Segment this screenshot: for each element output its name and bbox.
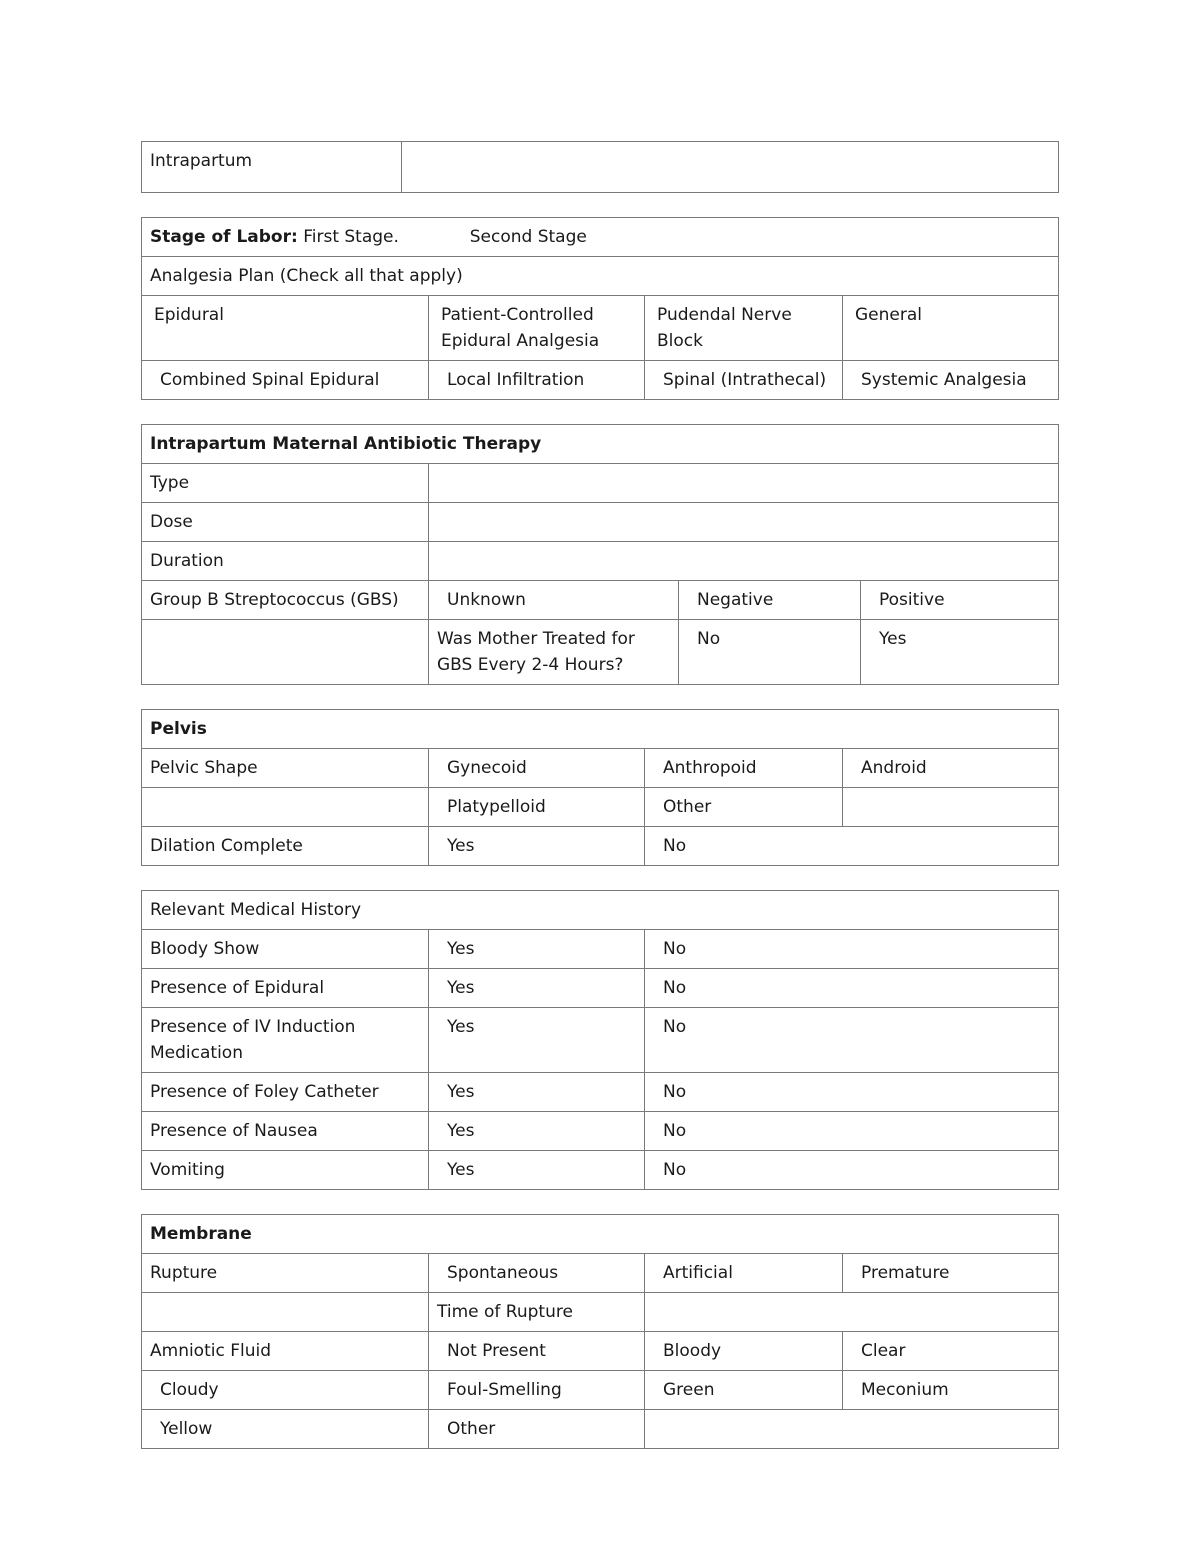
fluid-empty bbox=[645, 1410, 1059, 1449]
gbs-treated-question: Was Mother Treated for GBS Every 2-4 Hours? bbox=[429, 620, 679, 685]
antibiotic-type-field[interactable] bbox=[429, 464, 1059, 503]
history-label: Bloody Show bbox=[142, 930, 429, 969]
antibiotic-table bbox=[141, 424, 1059, 685]
history-no[interactable]: No bbox=[645, 930, 1059, 969]
gbs-negative-option[interactable]: Negative bbox=[679, 581, 861, 620]
form-page bbox=[141, 141, 1059, 1449]
history-yes[interactable]: Yes bbox=[429, 969, 645, 1008]
fluid-green[interactable]: Green bbox=[645, 1371, 843, 1410]
antibiotic-header bbox=[142, 425, 1059, 464]
membrane-header bbox=[142, 1215, 1059, 1254]
fluid-foul-smelling[interactable]: Foul-Smelling bbox=[429, 1371, 645, 1410]
pelvis-header-text: Pelvis bbox=[150, 719, 207, 739]
fluid-yellow[interactable]: Yellow bbox=[142, 1410, 429, 1449]
pelvis-empty-2 bbox=[843, 788, 1059, 827]
antibiotic-duration-field[interactable] bbox=[429, 542, 1059, 581]
pelvis-other[interactable]: Other bbox=[645, 788, 843, 827]
history-no[interactable]: No bbox=[645, 1073, 1059, 1112]
history-label: Presence of Nausea bbox=[142, 1112, 429, 1151]
fluid-meconium[interactable]: Meconium bbox=[843, 1371, 1059, 1410]
pelvis-android[interactable]: Android bbox=[843, 749, 1059, 788]
pelvis-platypelloid[interactable]: Platypelloid bbox=[429, 788, 645, 827]
pelvis-header bbox=[142, 710, 1059, 749]
history-header: Relevant Medical History bbox=[142, 891, 1059, 930]
analgesia-systemic[interactable]: Systemic Analgesia bbox=[843, 361, 1059, 400]
analgesia-cse[interactable]: Combined Spinal Epidural bbox=[142, 361, 429, 400]
stage-label: Stage of Labor: bbox=[150, 227, 298, 247]
membrane-table bbox=[141, 1214, 1059, 1449]
history-yes[interactable]: Yes bbox=[429, 1073, 645, 1112]
history-label: Presence of IV Induction Medication bbox=[142, 1008, 429, 1073]
pelvis-anthropoid[interactable]: Anthropoid bbox=[645, 749, 843, 788]
analgesia-general[interactable]: General bbox=[843, 296, 1059, 361]
fluid-label: Amniotic Fluid bbox=[142, 1332, 429, 1371]
history-no[interactable]: No bbox=[645, 969, 1059, 1008]
analgesia-epidural[interactable]: Epidural bbox=[142, 296, 429, 361]
fluid-clear[interactable]: Clear bbox=[843, 1332, 1059, 1371]
analgesia-local[interactable]: Local Infiltration bbox=[429, 361, 645, 400]
antibiotic-type-label: Type bbox=[142, 464, 429, 503]
analgesia-pcea[interactable]: Patient-Controlled Epidural Analgesia bbox=[429, 296, 645, 361]
pelvic-shape-label: Pelvic Shape bbox=[142, 749, 429, 788]
pelvis-gynecoid[interactable]: Gynecoid bbox=[429, 749, 645, 788]
pelvis-empty bbox=[142, 788, 429, 827]
gbs-treated-empty bbox=[142, 620, 429, 685]
time-of-rupture-field[interactable] bbox=[645, 1293, 1059, 1332]
gbs-positive-option[interactable]: Positive bbox=[861, 581, 1059, 620]
history-label: Vomiting bbox=[142, 1151, 429, 1190]
antibiotic-header-text: Intrapartum Maternal Antibiotic Therapy bbox=[150, 434, 542, 454]
history-yes[interactable]: Yes bbox=[429, 1008, 645, 1073]
history-yes[interactable]: Yes bbox=[429, 1112, 645, 1151]
fluid-cloudy[interactable]: Cloudy bbox=[142, 1371, 429, 1410]
rupture-premature[interactable]: Premature bbox=[843, 1254, 1059, 1293]
history-label: Presence of Epidural bbox=[142, 969, 429, 1008]
fluid-bloody[interactable]: Bloody bbox=[645, 1332, 843, 1371]
antibiotic-dose-label: Dose bbox=[142, 503, 429, 542]
analgesia-pudendal[interactable]: Pudendal Nerve Block bbox=[645, 296, 843, 361]
dilation-no[interactable]: No bbox=[645, 827, 1059, 866]
gbs-unknown-option[interactable]: Unknown bbox=[429, 581, 679, 620]
history-yes[interactable]: Yes bbox=[429, 930, 645, 969]
intrapartum-table bbox=[141, 141, 1059, 193]
dilation-yes[interactable]: Yes bbox=[429, 827, 645, 866]
history-no[interactable]: No bbox=[645, 1008, 1059, 1073]
dilation-label: Dilation Complete bbox=[142, 827, 429, 866]
rupture-label: Rupture bbox=[142, 1254, 429, 1293]
stage-second-option[interactable]: Second Stage bbox=[469, 227, 587, 247]
rupture-artificial[interactable]: Artificial bbox=[645, 1254, 843, 1293]
history-yes[interactable]: Yes bbox=[429, 1151, 645, 1190]
time-of-rupture-label: Time of Rupture bbox=[429, 1293, 645, 1332]
membrane-header-text: Membrane bbox=[150, 1224, 252, 1244]
gbs-treated-no[interactable]: No bbox=[679, 620, 861, 685]
history-table bbox=[141, 890, 1059, 1190]
fluid-other[interactable]: Other bbox=[429, 1410, 645, 1449]
intrapartum-value[interactable] bbox=[402, 142, 1059, 193]
gbs-label: Group B Streptococcus (GBS) bbox=[142, 581, 429, 620]
history-label: Presence of Foley Catheter bbox=[142, 1073, 429, 1112]
history-no[interactable]: No bbox=[645, 1112, 1059, 1151]
rupture-empty bbox=[142, 1293, 429, 1332]
rupture-spontaneous[interactable]: Spontaneous bbox=[429, 1254, 645, 1293]
stage-of-labor-row bbox=[142, 218, 1059, 257]
fluid-not-present[interactable]: Not Present bbox=[429, 1332, 645, 1371]
stage-first-option[interactable]: First Stage. bbox=[303, 227, 399, 247]
intrapartum-label: Intrapartum bbox=[142, 142, 402, 193]
stage-analgesia-table bbox=[141, 217, 1059, 400]
antibiotic-dose-field[interactable] bbox=[429, 503, 1059, 542]
gbs-treated-yes[interactable]: Yes bbox=[861, 620, 1059, 685]
analgesia-header: Analgesia Plan (Check all that apply) bbox=[142, 257, 1059, 296]
antibiotic-duration-label: Duration bbox=[142, 542, 429, 581]
analgesia-spinal[interactable]: Spinal (Intrathecal) bbox=[645, 361, 843, 400]
pelvis-table bbox=[141, 709, 1059, 866]
history-no[interactable]: No bbox=[645, 1151, 1059, 1190]
